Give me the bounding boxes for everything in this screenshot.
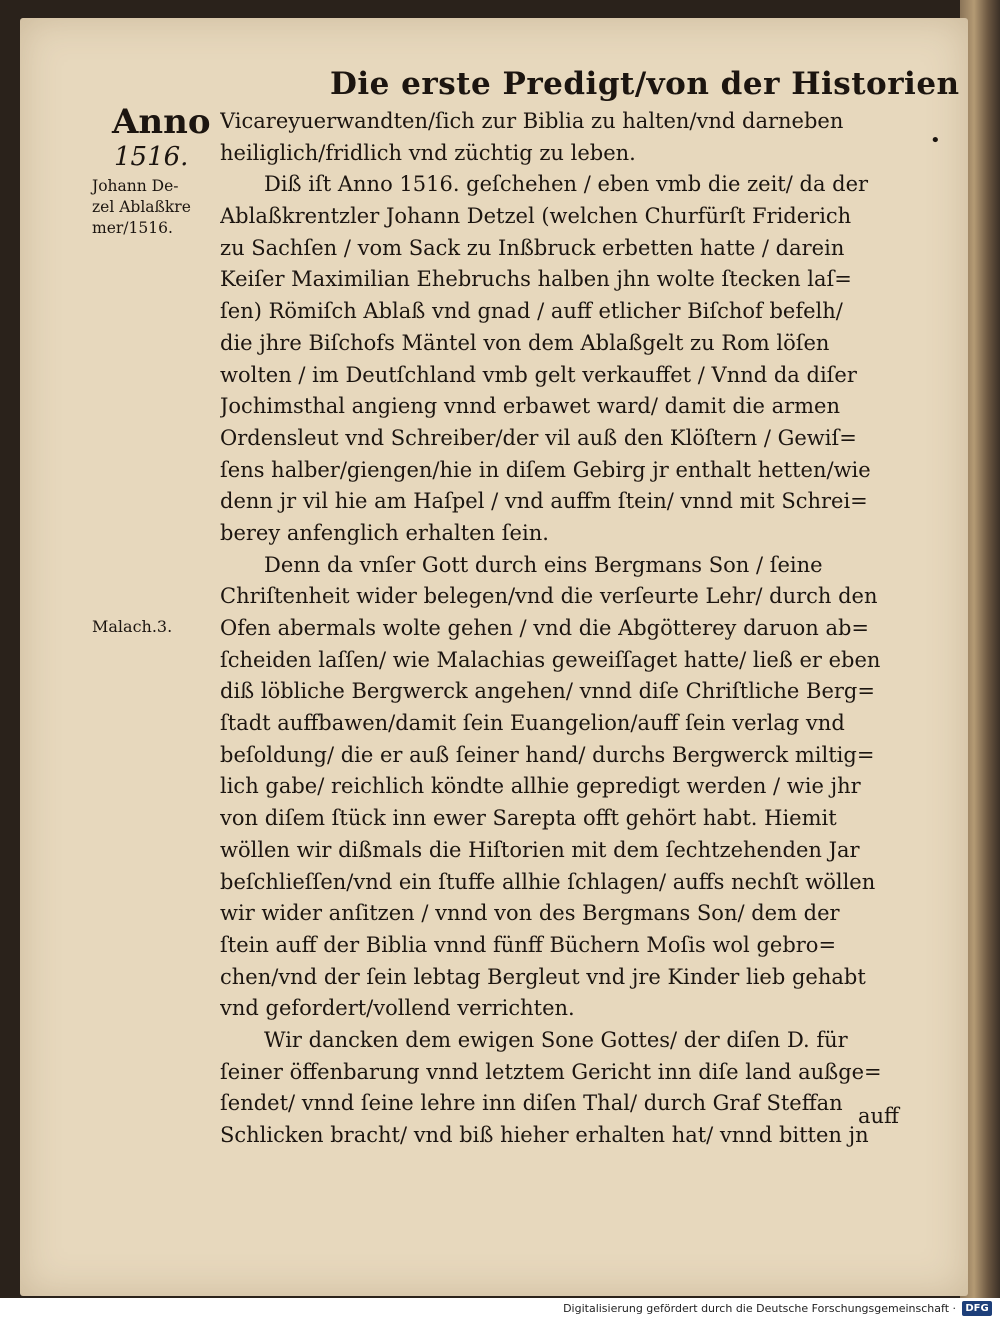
text-line: Wir dancken dem ewigen Sone Gottes/ der diſen D. für (264, 1027, 848, 1052)
text-line: ſen) Römiſch Ablaß vnd gnad / auff etlicher Biſchof befelh/ (220, 299, 843, 324)
margin-anno: Anno (112, 102, 211, 142)
text-line: wir wider anſitzen / vnnd von des Bergmans Son/ dem der (220, 901, 840, 926)
text-line: berey anfenglich erhalten ſein. (220, 520, 549, 545)
text-line: ſtein auff der Biblia vnnd fünff Büchern Moſis wol gebro= (220, 932, 837, 957)
body-text (220, 106, 920, 1152)
text-line: beſchlieſſen/vnd ein ſtuffe allhie ſchlagen/ auffs nechſt wöllen (220, 869, 876, 894)
text-line: Keiſer Maximilian Ehebruchs halben jhn wolte ſtecken laſ= (220, 267, 852, 292)
text-line: zu Sachſen / vom Sack zu Inßbruck erbetten hatte / darein (220, 235, 845, 260)
margin-note-line: zel Ablaßkre (92, 198, 191, 216)
text-line: Ablaßkrentzler Johann Detzel (welchen Churfürſt Friderich (220, 204, 852, 229)
text-line: heiliglich/fridlich vnd züchtig zu leben. (220, 140, 636, 165)
text-line: ſcheiden laſſen/ wie Malachias geweiſſaget hatte/ ließ er eben (220, 647, 881, 672)
text-line: Denn da vnſer Gott durch eins Bergmans Son / ſeine (264, 552, 823, 577)
margin-note-line: mer/1516. (92, 219, 173, 237)
text-line: von diſem ſtück inn ewer Sarepta offt gehört habt. Hiemit (220, 806, 837, 831)
margin-note-line: Johann De‑ (92, 177, 179, 195)
text-line: Chriſtenheit wider belegen/vnd die verſeurte Lehr/ durch den (220, 584, 878, 609)
text-line: lich gabe/ reichlich köndte allhie gepredigt werden / wie jhr (220, 774, 861, 799)
margin-year: 1516. (114, 142, 189, 172)
text-line: Ofen abermals wolte gehen / vnd die Abgötterey daruon ab= (220, 616, 870, 640)
text-line: Diß iſt Anno 1516. geſchehen / eben vmb die zeit/ da der (264, 172, 869, 197)
text-line: wöllen wir dißmals die Hiſtorien mit dem ſechtzehenden Jar (220, 837, 860, 862)
margin-note-malachi: Malach.3. (92, 617, 173, 636)
text-line: ſendet/ vnnd ſeine lehre inn diſen Thal/ durch Graf Steffan (220, 1091, 843, 1116)
stray-mark: • (930, 130, 941, 151)
margin-note (92, 176, 222, 239)
text-line: die jhre Biſchofs Mäntel von dem Ablaßgelt zu Rom löſen (220, 330, 830, 355)
text-line: Ordensleut vnd Schreiber/der vil auß den Klöſtern / Gewiſ= (220, 425, 857, 450)
text-line: ſens halber/giengen/hie in diſem Gebirg jr enthalt hetten/wie (220, 457, 871, 482)
text-line: beſoldung/ die er auß ſeiner hand/ durchs Bergwerck miltig= (220, 742, 875, 767)
text-line: vnd gefordert/vollend verrichten. (220, 996, 575, 1021)
text-line: chen/vnd der ſein lebtag Bergleut vnd jre Kinder lieb gehabt (220, 964, 866, 989)
text-line: wolten / im Deutſchland vmb gelt verkauffet / Vnnd da diſer (220, 362, 857, 387)
text-line: Schlicken bracht/ vnd biß hieher erhalten hat/ vnnd bitten jn (220, 1123, 869, 1147)
footer-credit: Digitalisierung gefördert durch die Deutsche Forschungsgemeinschaft · (563, 1302, 956, 1315)
text-line: denn jr vil hie am Haſpel / vnd auffm ſtein/ vnnd mit Schrei= (220, 489, 868, 514)
catchword: auff (858, 1104, 899, 1128)
dfg-logo-icon: DFG (962, 1301, 992, 1316)
text-line: ſtadt auffbawen/damit ſein Euangelion/auff ſein verlag vnd (220, 711, 845, 736)
text-line: Vicareyuerwandten/ſich zur Biblia zu halten/vnd darneben (220, 109, 844, 133)
text-line: ſeiner öffenbarung vnnd letztem Gericht inn diſe land außge= (220, 1059, 882, 1084)
page-heading: Die erste Predigt/von der Historien (330, 66, 960, 102)
text-line: Jochimsthal angieng vnnd erbawet ward/ damit die armen (220, 394, 841, 419)
text-line: diß löbliche Bergwerck angehen/ vnnd diſe Chriſtliche Berg= (220, 679, 875, 704)
footer-bar (0, 1298, 1000, 1321)
